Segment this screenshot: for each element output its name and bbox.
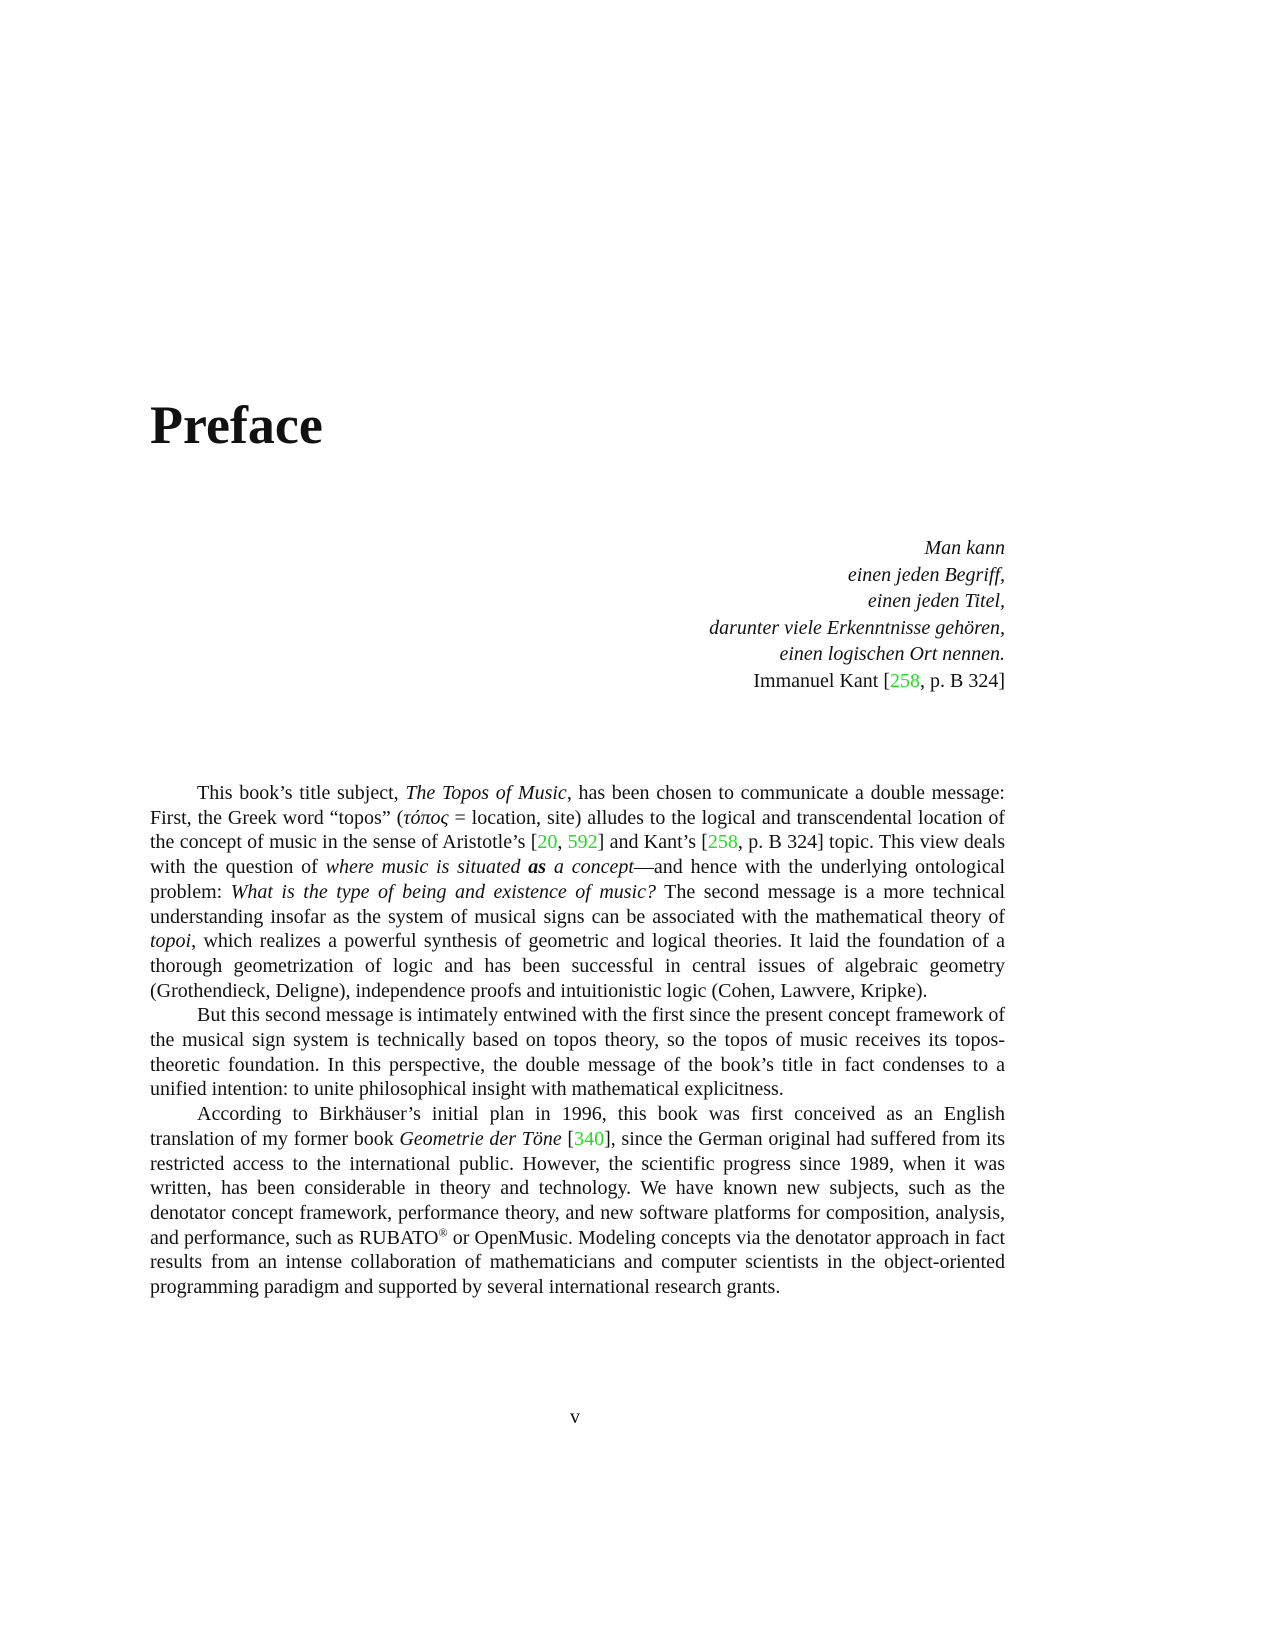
emphasis: a concept (546, 856, 634, 879)
epigraph-line: einen jeden Titel, (867, 590, 1005, 613)
paragraph-2: But this second message is intimately entwined with the first since the present concept framework of the musical sign system is technically based on topos theory, so the topos of music receives its topos-theoretic foundation. In this perspective, the double message of the book’s title in fact condenses to a unified intention: to unite philosophical insight with mathematical explicitness. (150, 1004, 1005, 1101)
text-run: , which realizes a powerful synthesis of geometric and logical theories. It laid the foundation of a thorough geometrization of logic and has been successful in central issues of algebraic geometry (Grothendieck, Deligne), independence proofs and intuitionistic logic (Cohen, Lawvere, Kripke). (150, 930, 1005, 1002)
epigraph-line: einen logischen Ort nennen. (779, 643, 1005, 666)
page-number: v (570, 1406, 580, 1428)
text-run: According to Birkhäuser’s initial plan in 1996, this book was first conceived as an English translation of my former book (150, 1103, 1005, 1150)
citation-link[interactable]: 258 (707, 831, 738, 854)
page-title: Preface (150, 395, 323, 455)
text-run: , (557, 831, 568, 854)
greek-word: τόπος (403, 806, 449, 829)
epigraph-line: darunter viele Erkenntnisse gehören, (709, 616, 1005, 639)
epigraph-line: einen jeden Begriff, (847, 563, 1005, 586)
book-title: Geometrie der Töne (399, 1127, 562, 1150)
epigraph-attribution (445, 668, 1005, 695)
paragraph-3 (150, 1102, 1005, 1300)
text-run: or OpenMusic. Modeling concepts via the denotator approach in fact results from an intense collaboration of mathematicians and computer scientists in the object-oriented programming paradigm and supported by several international research grants. (150, 1226, 1006, 1299)
text-run: , p. B 324] topic. This view deals with the question of (150, 831, 1006, 879)
book-title: The Topos of Music (405, 782, 567, 804)
strong-emphasis: as (528, 856, 547, 879)
emphasis: topoi (150, 930, 192, 953)
emphasis: What is the type of being and existence of music? (230, 880, 656, 903)
citation-link[interactable]: 592 (567, 831, 598, 854)
epigraph (445, 535, 1005, 695)
citation-link[interactable]: 340 (574, 1127, 605, 1150)
registered-mark: ® (438, 1225, 448, 1239)
citation-link[interactable]: 20 (537, 831, 558, 854)
text-run: = location, site) alludes to the logical and transcendental location of the concept of music in the sense of Aristotle’s [ (150, 806, 1006, 854)
text-run: —and hence with the underlying ontological problem: (150, 856, 1006, 903)
emphasis: where music is situated (325, 856, 529, 879)
text-run: , has been chosen to communicate a double message: First, the Greek word “topos” ( (150, 782, 1005, 829)
cite-bracket: [ (883, 669, 890, 692)
text-run: The second message is a more technical understanding insofar as the system of musical signs can be associated with the mathematical theory of (150, 880, 1005, 928)
text-run: ], since the German original had suffered from its restricted access to the international public. However, the scientific progress since 1989, when it was written, has been considerable in theory and technology. We have known new subjects, such as the denotator concept framework, performance theory, and new software platforms for composition, analysis, and performance, such as RUBATO (150, 1127, 1005, 1249)
text-run: [ (561, 1127, 575, 1150)
epigraph-line: Man kann (924, 537, 1005, 559)
epigraph-author: Immanuel Kant (753, 669, 879, 692)
text-run: This book’s title subject, (197, 782, 406, 804)
text-run: ] and Kant’s [ (597, 831, 708, 854)
body-text (150, 781, 1005, 1300)
cite-rest: , p. B 324] (920, 669, 1005, 692)
paragraph-1 (150, 781, 1005, 1003)
citation-link[interactable]: 258 (890, 669, 920, 692)
